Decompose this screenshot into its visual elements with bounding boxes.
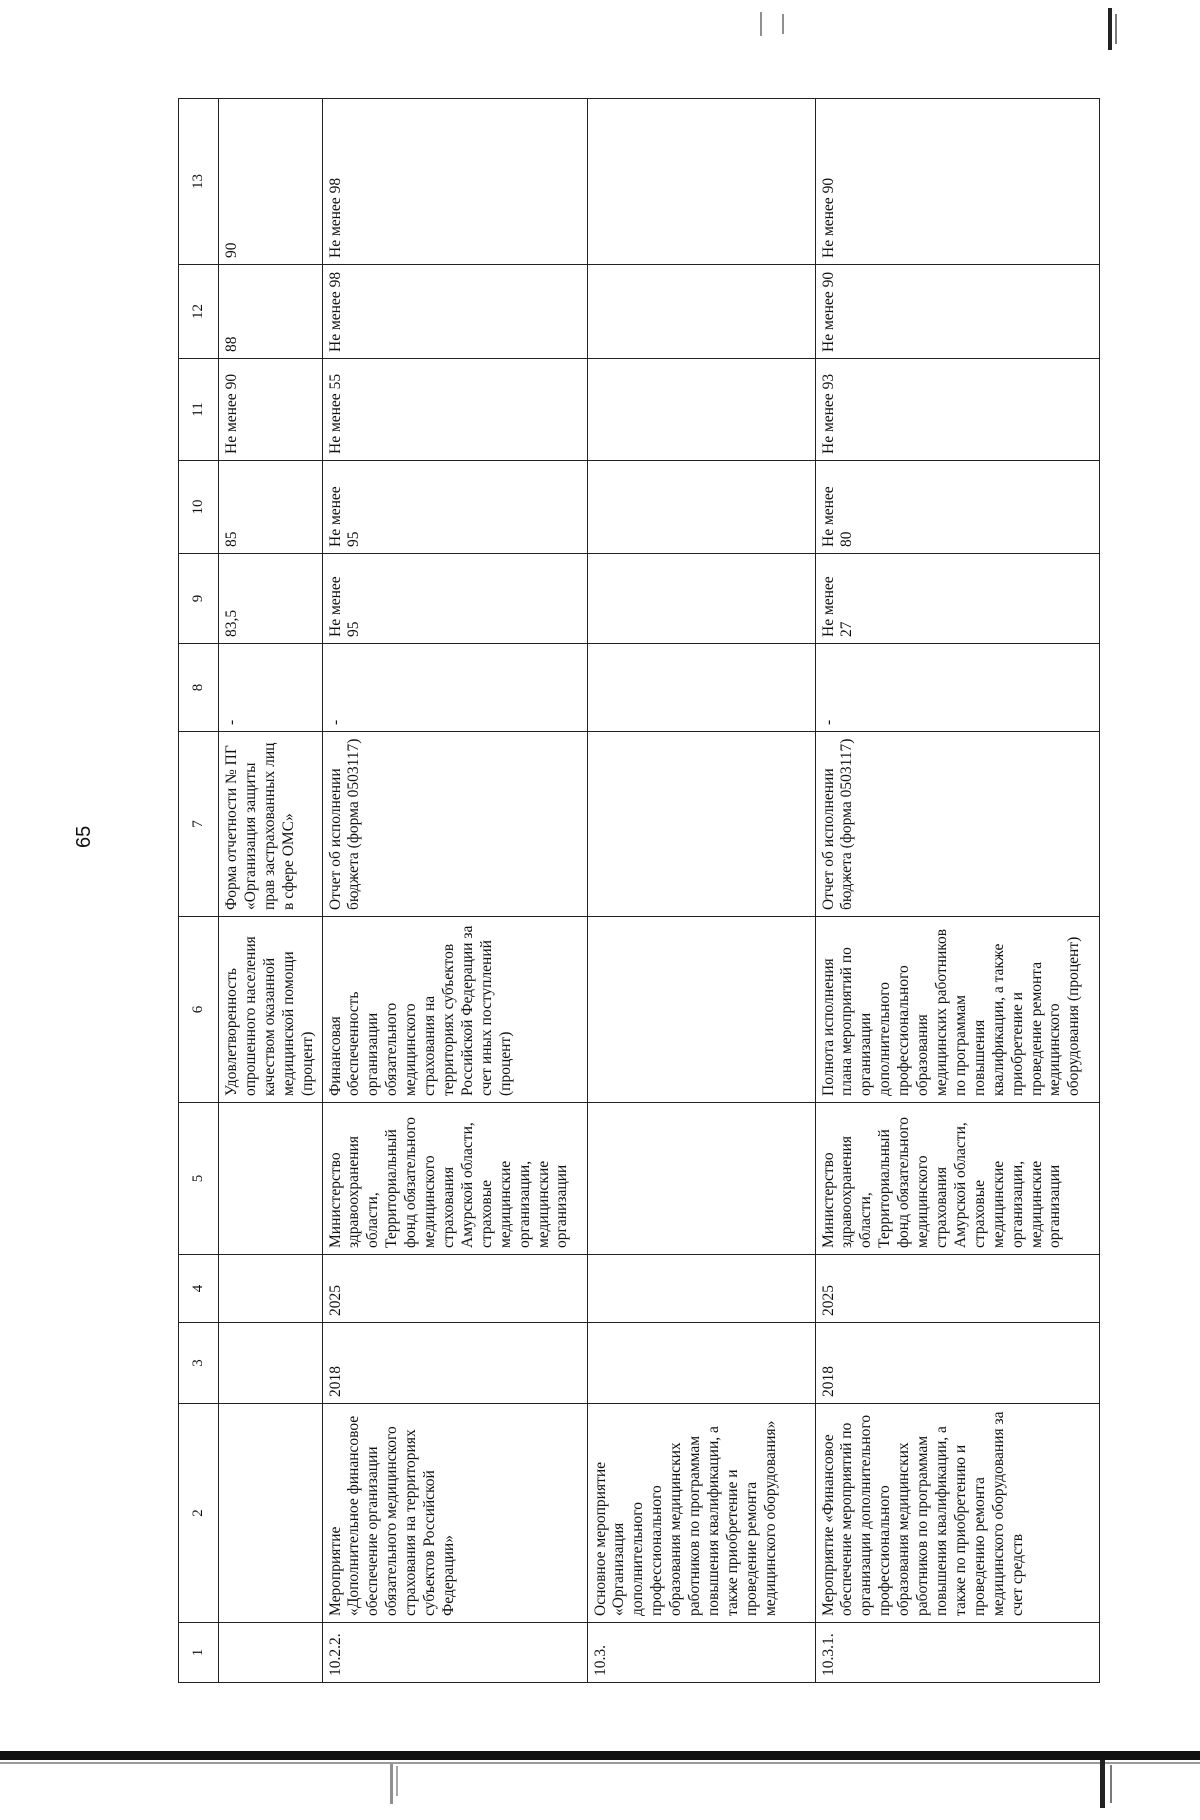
table-cell [587,732,815,917]
table-cell [587,1255,815,1323]
table-cell [587,265,815,359]
scan-mark [1100,1760,1105,1808]
table-cell: 83,5 [219,554,323,644]
table-cell: Форма отчетности № ПГ «Организация защиты прав застрахованных лиц в сфере ОМС» [219,732,323,917]
column-header: 4 [179,1255,219,1323]
column-header: 8 [179,644,219,732]
table-cell: Не менее 27 [815,554,1099,644]
table-cell: 85 [219,461,323,554]
column-header: 5 [179,1103,219,1255]
table-cell: Отчет об исполнении бюджета (форма 0503117) [322,732,587,917]
column-header: 3 [179,1323,219,1404]
column-header: 10 [179,461,219,554]
table-cell [587,644,815,732]
table-cell: 10.2.2. [322,1623,587,1683]
table-cell [587,359,815,461]
rotated-table-container [178,99,1095,1683]
header-row [179,99,219,1683]
column-header: 9 [179,554,219,644]
column-header: 11 [179,359,219,461]
table-cell: 2025 [322,1255,587,1323]
scan-edge-bar [0,1751,1200,1760]
table-cell: Министерство здравоохранения области, Территориальный фонд обязательного медицинского страхования Амурской области, страховые медицинские организации, медицинские организации [815,1103,1099,1255]
data-table [178,98,1100,1683]
scan-edge-line [0,1762,1200,1764]
table-cell [219,1623,323,1683]
table-cell: Финансовая обеспеченность организации обязательного медицинского страхования на территориях субъектов Российской Федерации за счет иных поступлений (процент) [322,917,587,1103]
table-cell: 2018 [815,1323,1099,1404]
table-cell: Не менее 90 [815,99,1099,265]
table-cell: Полнота исполнения плана мероприятий по организации дополнительного профессионального образования медицинских работников по программам повышения квалификации, а также приобретение и проведение ремонта медицинского оборудования (процент) [815,917,1099,1103]
table-cell: Не менее 98 [322,265,587,359]
table-cell [587,1103,815,1255]
scan-mark [1110,1765,1112,1803]
column-header: 6 [179,917,219,1103]
table-cell: Не менее 90 [219,359,323,461]
scan-mark [390,1764,393,1804]
table-cell: 10.3.1. [815,1623,1099,1683]
table-row [322,99,587,1683]
table-cell: 2025 [815,1255,1099,1323]
table-cell: 2018 [322,1323,587,1404]
table-cell [219,1103,323,1255]
table-cell: 90 [219,99,323,265]
table-cell [587,917,815,1103]
column-header: 2 [179,1404,219,1623]
table-cell: 10.3. [587,1623,815,1683]
table-cell: - [322,644,587,732]
scan-mark [782,14,784,34]
table-cell: Удовлетворенность опрошенного населения качеством оказанной медицинской помощи (процент) [219,917,323,1103]
table-cell: Не менее 90 [815,265,1099,359]
table-cell: Не менее 98 [322,99,587,265]
table-cell [219,1255,323,1323]
table-row [815,99,1099,1683]
scan-mark [1108,8,1112,50]
table-cell: Мероприятие «Дополнительное финансовое обеспечение организации обязательного медицинского страхования на территориях субъектов Российской Федерации» [322,1404,587,1623]
table-cell: Министерство здравоохранения области, Территориальный фонд обязательного медицинского страхования Амурской области, страховые медицинские организации, медицинские организации [322,1103,587,1255]
scan-mark [1115,14,1117,44]
table-cell: Не менее 80 [815,461,1099,554]
table-row [587,99,815,1683]
table-row [219,99,323,1683]
table-cell [587,99,815,265]
table-cell [219,1404,323,1623]
page-number: 65 [73,825,95,848]
table-cell [587,461,815,554]
column-header: 1 [179,1623,219,1683]
table-cell: - [219,644,323,732]
table-cell [587,1323,815,1404]
column-header: 7 [179,732,219,917]
table-cell: Мероприятие «Финансовое обеспечение мероприятий по организации дополнительного профессионального образования медицинских работников по программам повышения квалификации, а также по приобретению и проведению ремонта медицинского оборудования за счет средств [815,1404,1099,1623]
table-cell [219,1323,323,1404]
table-cell: Не менее 93 [815,359,1099,461]
scan-mark [760,12,762,36]
scan-mark [396,1766,398,1796]
table-cell: - [815,644,1099,732]
table-cell: Не менее 95 [322,461,587,554]
table-cell: Отчет об исполнении бюджета (форма 0503117) [815,732,1099,917]
table-cell [587,554,815,644]
table-cell: 88 [219,265,323,359]
column-header: 12 [179,265,219,359]
table-cell: Основное мероприятие «Организация дополнительного профессионального образования медицинских работников по программам повышения квалификации, а также приобретение и проведение ремонта медицинского оборудования» [587,1404,815,1623]
column-header: 13 [179,99,219,265]
table-cell: Не менее 55 [322,359,587,461]
table-cell: Не менее 95 [322,554,587,644]
